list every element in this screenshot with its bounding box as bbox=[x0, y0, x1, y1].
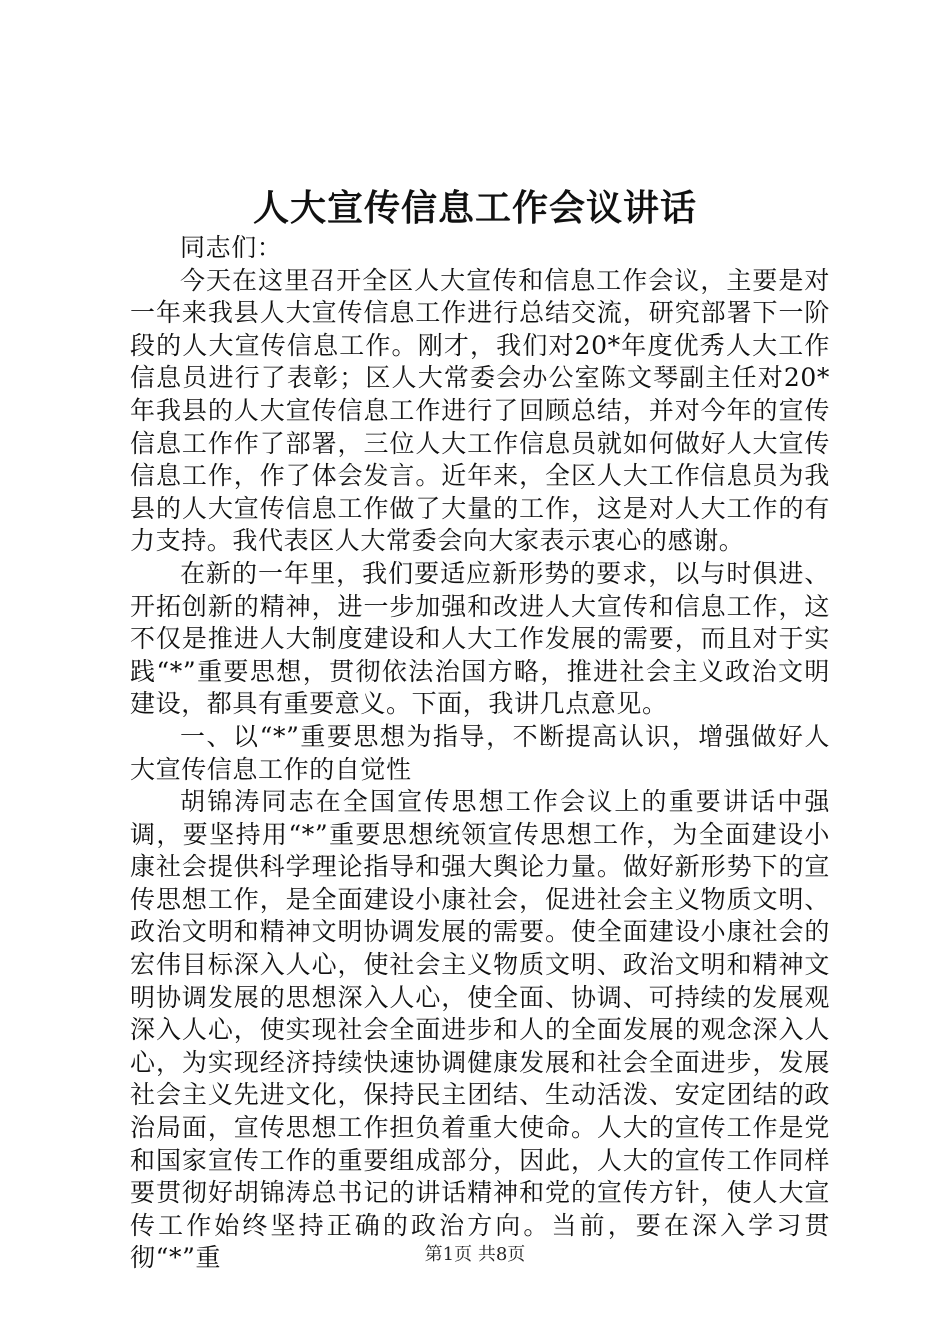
document-body bbox=[130, 232, 830, 1275]
paragraph-intro: 今天在这里召开全区人大宣传和信息工作会议，主要是对一年来我县人大宣传信息工作进行总结交流，研究部署下一阶段的人大宣传信息工作。刚才，我们对20*年度优秀人大工作信息员进行了表彰；区人大常委会办公室陈文琴副主任对20*年我县的人大宣传信息工作进行了回顾总结，并对今年的宣传信息工作作了部署，三位人大工作信息员就如何做好人大宣传信息工作，作了体会发言。近年来，全区人大工作信息员为我县的人大宣传信息工作做了大量的工作，这是对人大工作的有力支持。我代表区人大常委会向大家表示衷心的感谢。 bbox=[130, 265, 830, 556]
paragraph-section-1: 胡锦涛同志在全国宣传思想工作会议上的重要讲话中强调，要坚持用“*”重要思想统领宣传思想工作，为全面建设小康社会提供科学理论指导和强大舆论力量。做好新形势下的宣传思想工作，是全面建设小康社会，促进社会主义物质文明、政治文明和精神文明协调发展的需要。使全面建设小康社会的宏伟目标深入人心，使社会主义物质文明、政治文明和精神文明协调发展的思想深入人心，使全面、协调、可持续的发展观深入人心，使实现社会全面进步和人的全面发展的观念深入人心，为实现经济持续快速协调健康发展和社会全面进步，发展社会主义先进文化，保持民主团结、生动活泼、安定团结的政治局面，宣传思想工作担负着重大使命。人大的宣传工作是党和国家宣传工作的重要组成部分，因此，人大的宣传工作同样要贯彻好胡锦涛总书记的讲话精神和党的宣传方针，使人大宣传工作始终坚持正确的政治方向。当前，要在深入学习贯彻“*”重 bbox=[130, 787, 830, 1273]
greeting: 同志们： bbox=[180, 233, 283, 262]
paragraph-new-year: 在新的一年里，我们要适应新形势的要求，以与时俱进、开拓创新的精神，进一步加强和改进人大宣传和信息工作，这不仅是推进人大制度建设和人大工作发展的需要，而且对于实践“*”重要思想，贯彻依法治国方略，推进社会主义政治文明建设，都具有重要意义。下面，我讲几点意见。 bbox=[130, 558, 830, 719]
document-title: 人大宣传信息工作会议讲话 bbox=[252, 187, 697, 229]
page-number: 第1页 共8页 bbox=[424, 1244, 526, 1265]
section-heading-1: 一、以“*”重要思想为指导，不断提高认识，增强做好人大宣传信息工作的自觉性 bbox=[130, 721, 830, 784]
